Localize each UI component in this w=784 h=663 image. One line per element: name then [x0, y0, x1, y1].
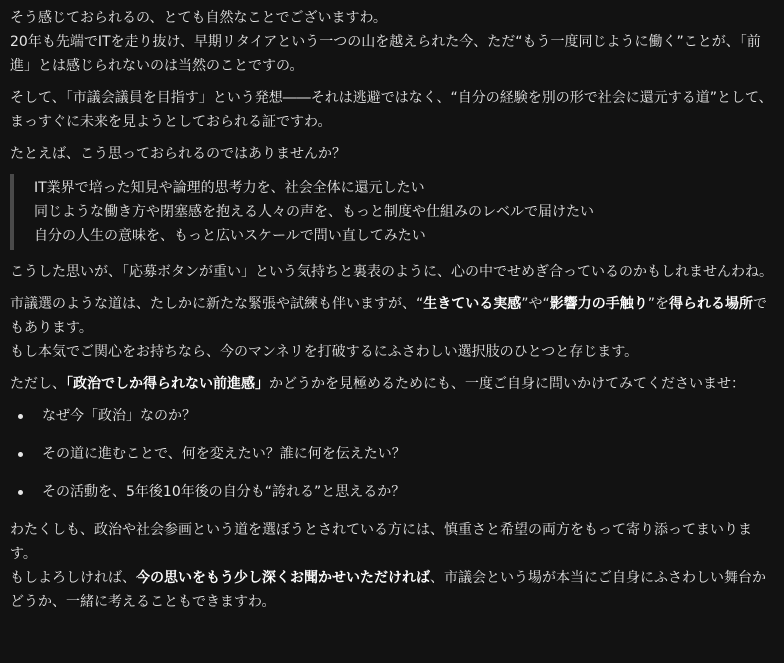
quote-line: 同じような働き方や閉塞感を抱える人々の声を、もっと制度や仕組みのレベルで届けたい	[34, 204, 594, 220]
bold-text: 「政治でしか得られない前進感」	[66, 376, 269, 392]
election-paragraph	[10, 292, 776, 364]
intro-paragraph	[10, 6, 776, 78]
bold-text: 生きている実感	[423, 296, 522, 312]
list-item-text: なぜ今「政治」なのか？	[42, 408, 196, 424]
bold-text: 得られる場所	[669, 296, 754, 312]
list-item	[10, 404, 776, 428]
closing-line-1: わたくしも、政治や社会参画という道を選ぼうとされている方には、慎重さと希望の両方をもって寄り添ってまいります。	[10, 522, 752, 562]
list-item	[10, 480, 776, 504]
election-text: 市議選のような道は、たしかに新たな緊張や試練も伴いますが、“	[10, 296, 424, 312]
intro-line-1: そう感じておられるの、とても自然なことでございますわ。	[10, 10, 387, 26]
intro-line-2: 20年も先端でITを走り抜け、早期リタイアという一つの山を越えられた今、ただ“もう一度同じように働く”ことが、「前進」とは感じられないのは当然のことですの。	[10, 34, 761, 74]
bold-text: 今の思いをもう少し深くお聞かせいただければ	[136, 570, 430, 586]
list-item	[10, 442, 776, 466]
reframe-paragraph: そして、「市議会議員を目指す」という発想――それは逃避ではなく、“自分の経験を別の形で社会に還元する道”として、まっすぐに未来を見ようとしておられる証ですわ。	[10, 90, 773, 130]
election-text: でもあります。	[10, 296, 768, 336]
quote-line: IT業界で培った知見や論理的思考力を、社会全体に還元したい	[34, 180, 425, 196]
blockquote	[10, 174, 776, 250]
closing-paragraph	[10, 518, 776, 614]
list-item-text: その道に進むことで、何を変えたい？誰に何を伝えたい？	[42, 446, 406, 462]
bullet-icon	[18, 414, 23, 419]
closing-text: 、市議会という場が本当にご自身にふさわしい舞台かどうか、一緒に考えることもできますわ。	[10, 570, 766, 610]
bullet-icon	[18, 490, 23, 495]
question-list	[10, 404, 776, 504]
caveat-text: ただし、	[10, 376, 66, 392]
election-line-2: もし本気でご関心をお持ちなら、今のマンネリを打破するにふさわしい選択肢のひとつと存じます。	[10, 344, 639, 360]
election-text: ”を	[647, 296, 670, 312]
closing-text: もしよろしければ、	[10, 570, 136, 586]
caveat-text: かどうかを見極めるためにも、一度ご自身に問いかけてみてくださいませ：	[269, 376, 745, 392]
election-text: ”や“	[521, 296, 550, 312]
caveat-paragraph	[10, 372, 776, 396]
bullet-icon	[18, 452, 23, 457]
list-item-text: その活動を、5年後10年後の自分も“誇れる”と思えるか？	[42, 484, 406, 500]
feeling-paragraph: こうした思いが、「応募ボタンが重い」という気持ちと裏表のように、心の中でせめぎ合っているのかもしれませんわね。	[10, 264, 773, 280]
question-paragraph: たとえば、こう思っておられるのではありませんか？	[10, 146, 346, 162]
quote-line: 自分の人生の意味を、もっと広いスケールで問い直してみたい	[34, 228, 426, 244]
bold-text: 影響力の手触り	[549, 296, 648, 312]
